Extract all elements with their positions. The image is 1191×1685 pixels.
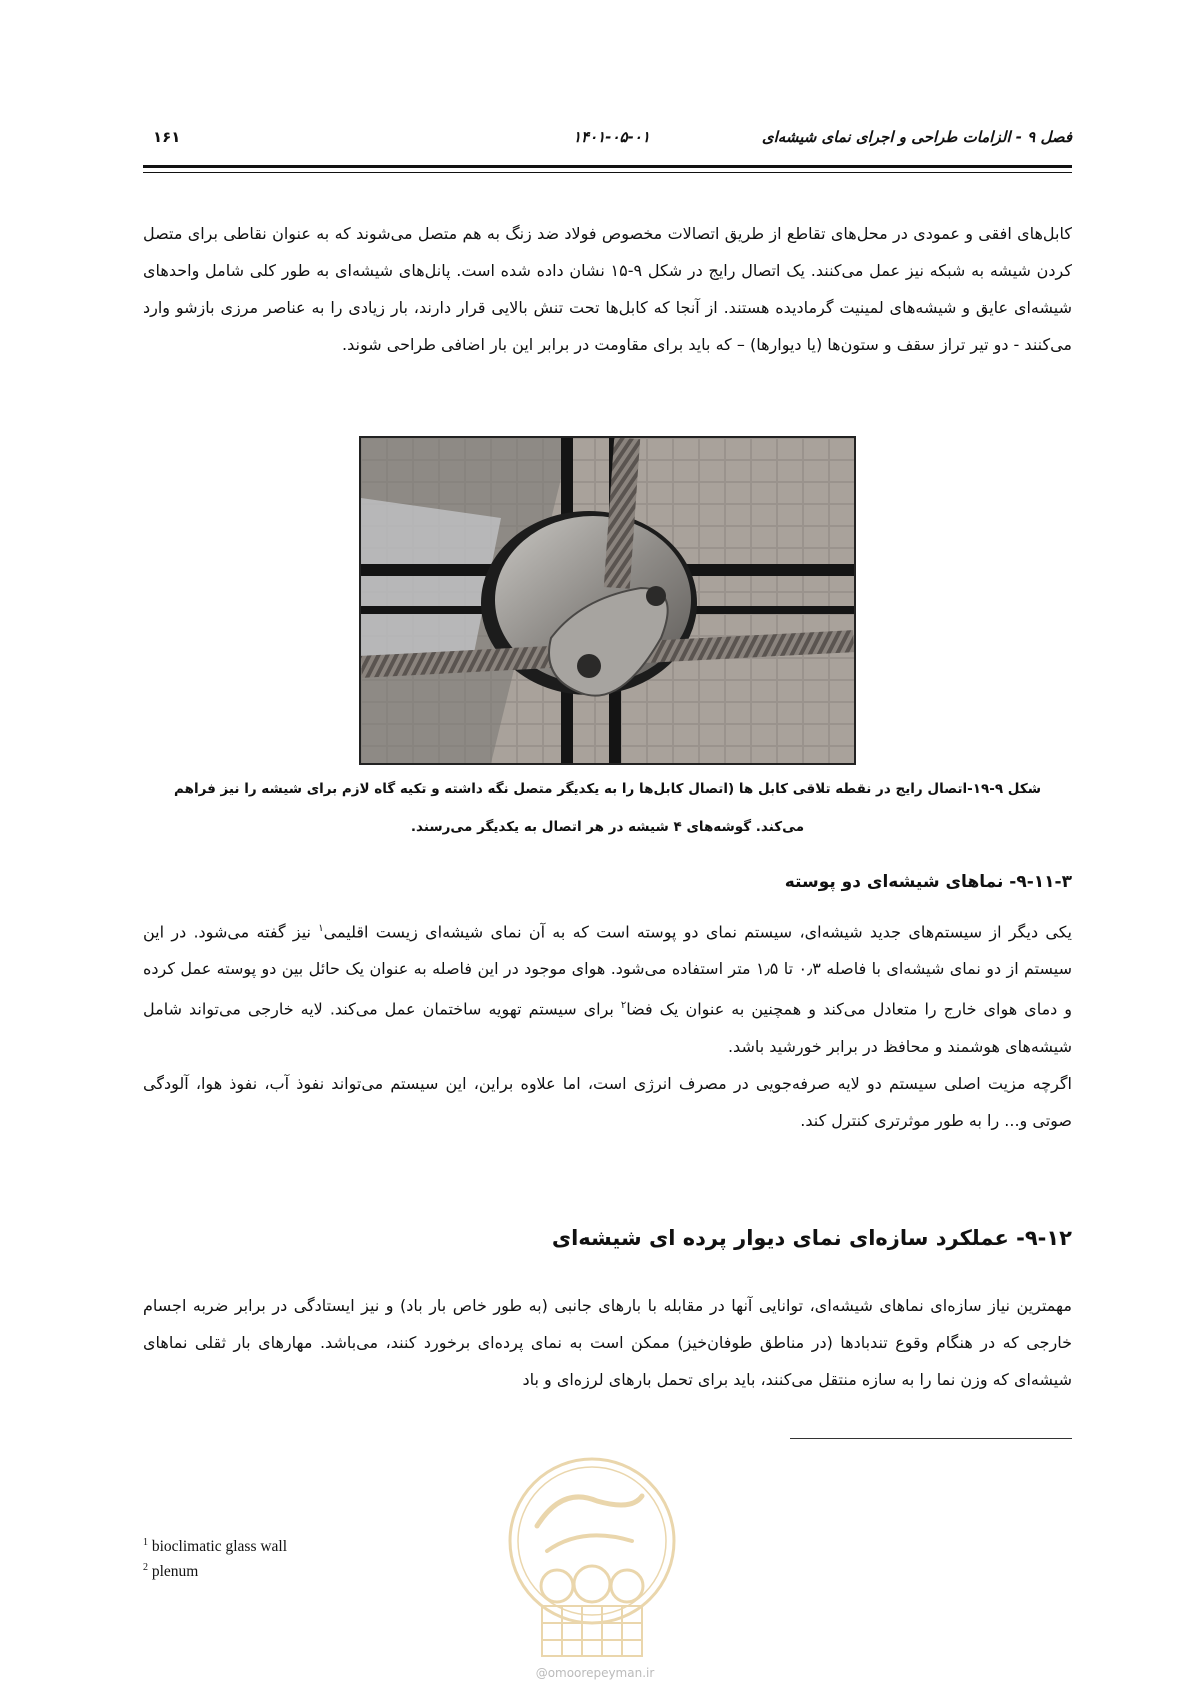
footnote-ref-2: ۲ [620, 1000, 627, 1012]
intro-paragraph: کابل‌های افقی و عمودی در محل‌های تقاطع از طریق اتصالات مخصوص فولاد ضد زنگ به هم متصل می‌شوند که به عنوان نقاطی برای متصل کردن شیشه به شبکه نیز عمل می‌کنند. یک اتصال رایج در شکل ۹-۱۵ نشان داده شده است. پانل‌های شیشه‌ای به طور کلی شامل واحدهای شیشه‌ای عایق و شیشه‌های لمینیت گرمادیده هستند. از آنجا که کابل‌ها تحت تنش بالایی قرار دارند، بار زیادی را به عناصر مرزی بازشو وارد می‌کنند - دو تیر تراز سقف و ستون‌ها (یا دیوارها) – که باید برای مقاومت در برابر این بار اضافی طراحی شوند. [143, 224, 1072, 354]
caption-line-2: می‌کند. گوشه‌های ۴ شیشه در هر اتصال به یکدیگر می‌رسند. [410, 819, 805, 835]
page-header [143, 128, 1072, 156]
watermark-url: @omoorepeyman.ir [535, 1666, 655, 1680]
page-number: ۱۶۱ [153, 128, 181, 146]
footnotes [143, 1532, 287, 1582]
double-skin-text-2: نیز گفته می‌شود. در این سیستم از دو نمای شیشه‌ای با فاصله ۰٫۳ تا ۱٫۵ متر استفاده می‌شود. هوای موجود در این فاصله به عنوان یک حائل بین دو پوسته عمل کرده و دمای هوای خارج را متعادل می‌کند و همچنین به عنوان یک فضا [143, 922, 1073, 1019]
footnote-2-text: plenum [151, 1563, 199, 1581]
figure-caption [143, 770, 1072, 846]
double-skin-text-1: یکی دیگر از سیستم‌های جدید شیشه‌ای، سیستم نمای دو پوسته است که به آن نمای شیشه‌ای زیست اقلیمی [323, 922, 1072, 942]
header-date: ۱۴۰۱-۰۵-۰۱ [573, 128, 650, 146]
cable-joint-illustration [361, 438, 854, 763]
watermark-seal-icon [502, 1456, 682, 1666]
footnote-1-text: bioclimatic glass wall [151, 1538, 288, 1556]
footnote-ref-1: ۱ [318, 923, 324, 934]
header-rule-thin [143, 172, 1072, 173]
footnote-2-number: 2 [143, 1562, 148, 1574]
double-skin-text-3: برای سیستم تهویه ساختمان عمل می‌کند. لایه خارجی می‌تواند شامل شیشه‌های هوشمند و محافظ در برابر خورشید باشد. [143, 999, 1072, 1056]
cable-joint-photo [359, 436, 856, 765]
footnote-1 [143, 1532, 287, 1557]
heading-structural-performance: ۹-۱۲- عملکرد سازه‌ای نمای دیوار پرده ای شیشه‌ای [551, 1226, 1072, 1250]
caption-line-1: شکل ۹-۱۹-اتصال رایج در نقطه تلاقی کابل ها (اتصال کابل‌ها را به یکدیگر متصل نگه داشته و تکیه گاه لازم برای شیشه را نیز فراهم [174, 781, 1041, 797]
double-skin-paragraph [143, 910, 1072, 1139]
footnote-rule [790, 1438, 1072, 1439]
header-rule-thick [143, 165, 1072, 168]
advantages-text: اگرچه مزیت اصلی سیستم دو لایه صرفه‌جویی در مصرف انرژی است، اما علاوه براین، این سیستم می‌تواند نفوذ آب، نفوذ هوا، آلودگی صوتی و... را به طور موثرتری کنترل کند. [143, 1073, 1072, 1130]
footnote-2 [143, 1557, 287, 1582]
chapter-title: فصل ۹ - الزامات طراحی و اجرای نمای شیشه‌ای [761, 128, 1072, 146]
watermark-logo [502, 1456, 682, 1671]
structural-paragraph: مهمترین نیاز سازه‌ای نماهای شیشه‌ای، توانایی آنها در مقابله با بارهای جانبی (به طور خاص بار باد) و نیز ایستادگی در برابر ضربه اجسام خارجی که در هنگام وقوع تندبادها (در مناطق طوفان‌خیز) ممکن است به نمای پرده‌ای برخورد کنند، می‌باشد. مهارهای بار ثقلی نماهای شیشه‌ای که وزن نما را به سازه منتقل می‌کنند، باید برای تحمل بارهای لرزه‌ای و باد [143, 1296, 1072, 1389]
heading-double-skin: ۹-۱۱-۳- نماهای شیشه‌ای دو پوسته [784, 872, 1072, 892]
footnote-1-number: 1 [143, 1537, 148, 1548]
